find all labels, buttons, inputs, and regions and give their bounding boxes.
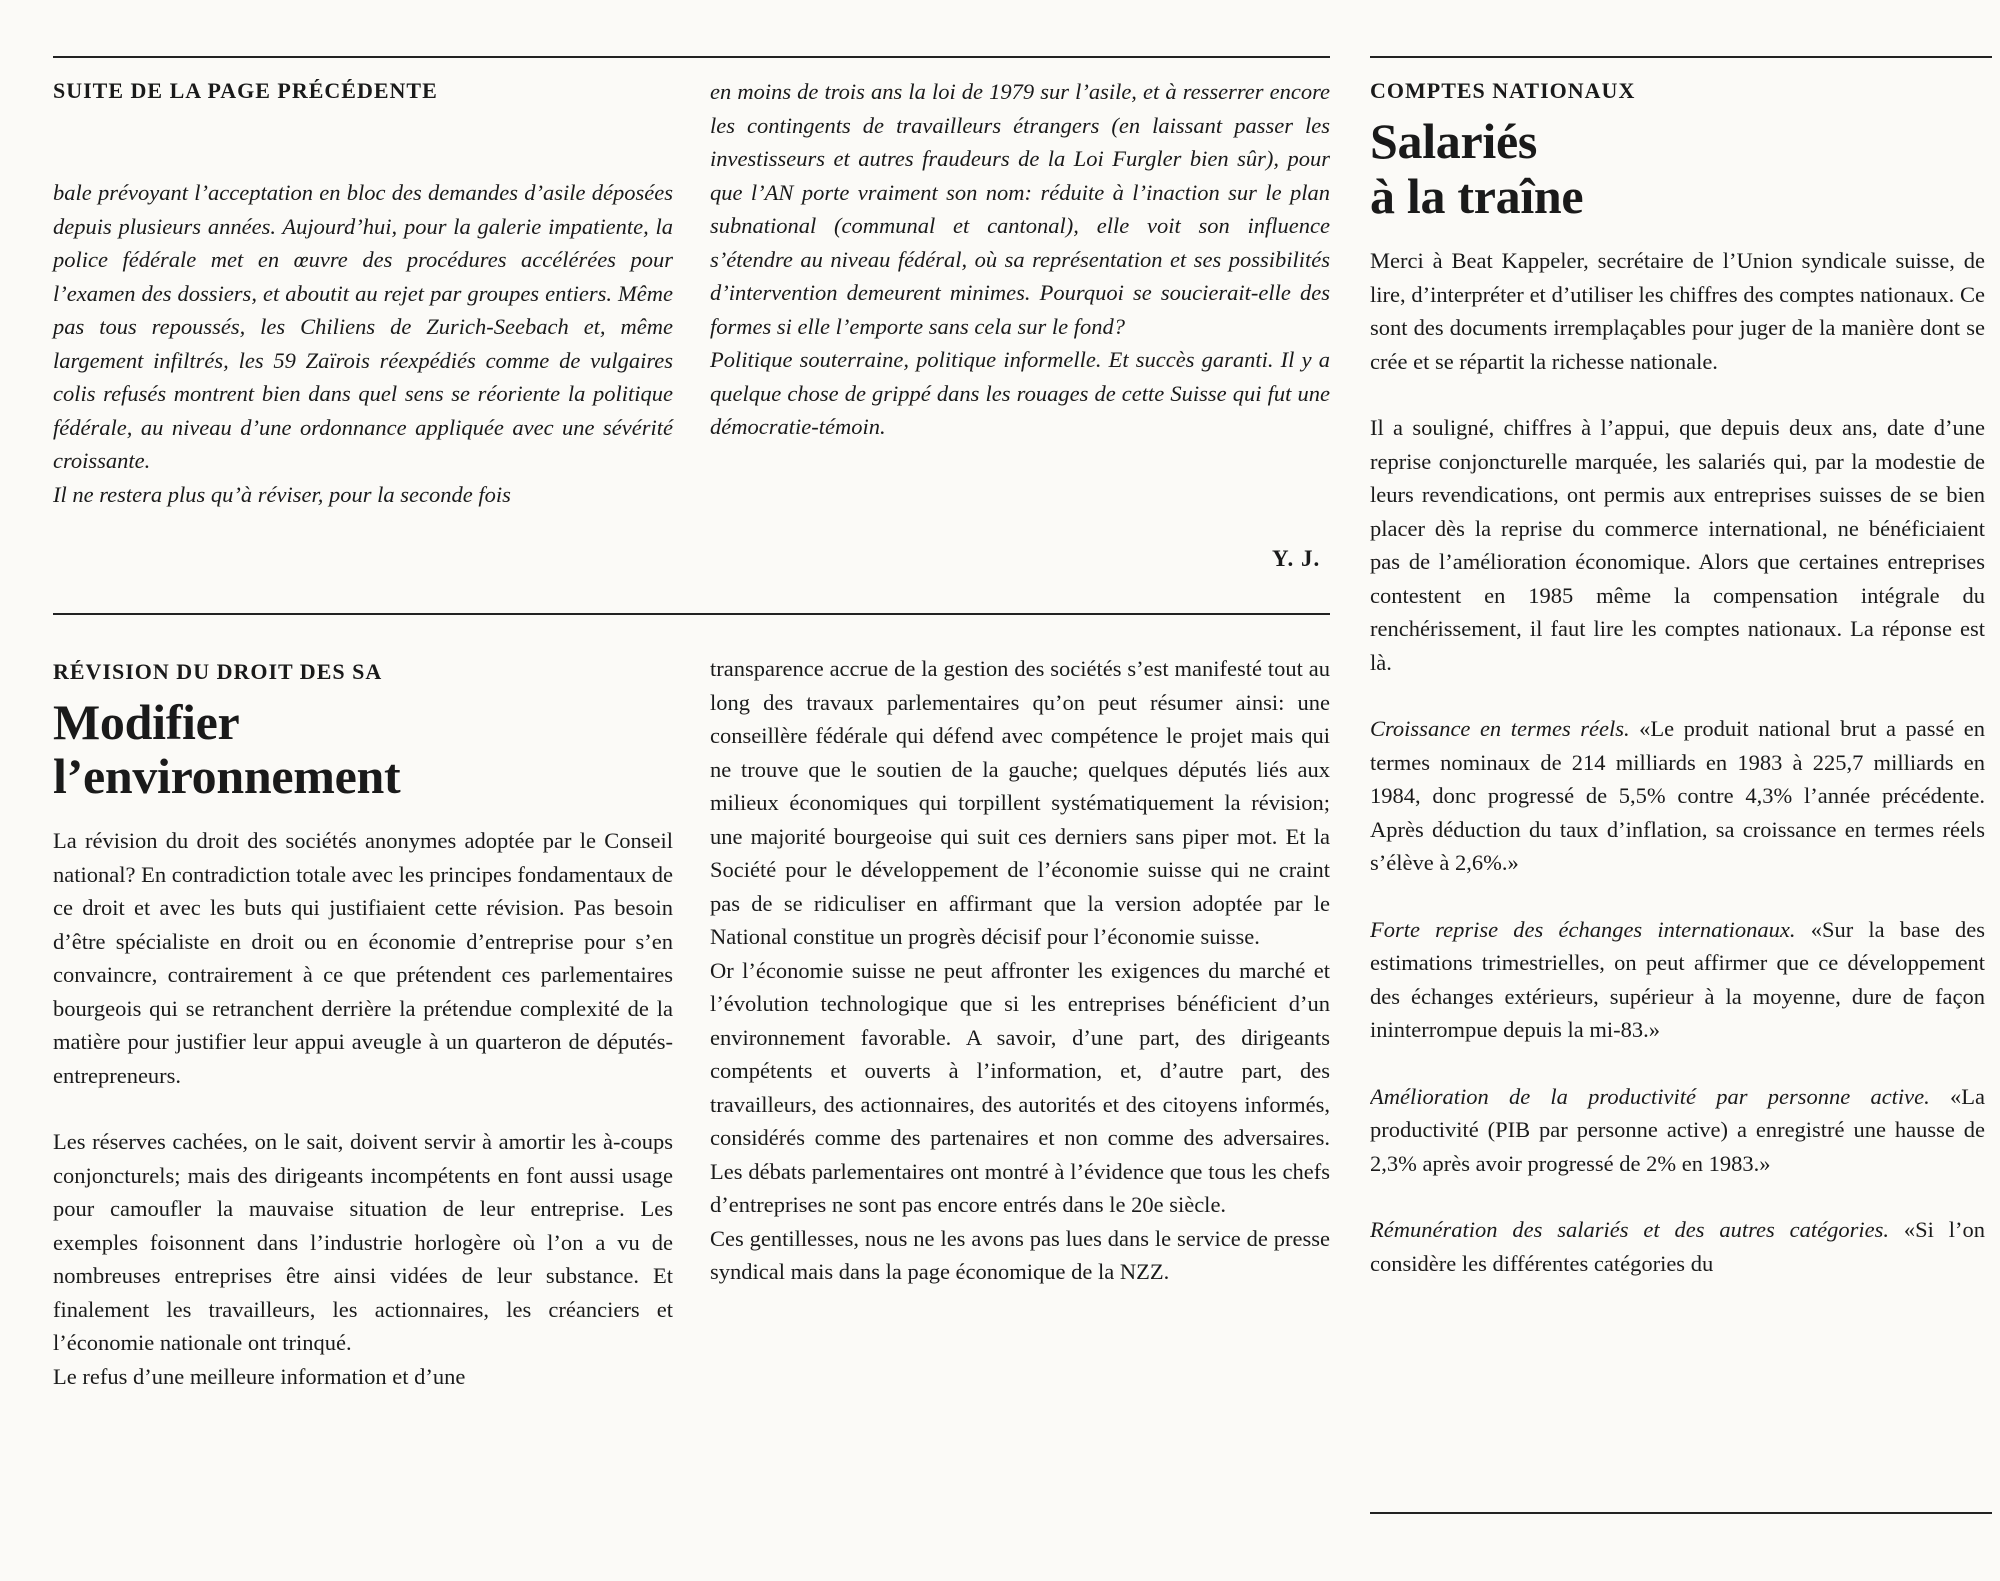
paragraph: en moins de trois ans la loi de 1979 sur l’asile, et à resserrer encore les contingents de travailleurs étrangers (en laissant passer les investisseurs et autres fraudeurs de la Loi Furgler bien sûr), pour que l’AN porte vraiment son nom: réduite à l’inaction sur le plan subnational (communal et cantonal), elle voit son influence s’étendre au niveau fédéral, où sa représentation et ses possibilités d’intervention demeurent minimes. Pourquoi se soucierait-elle des formes si elle l’emporte sans cela sur le fond?	[710, 79, 1330, 339]
section-lead: Croissance en termes réels.	[1370, 716, 1630, 741]
paragraph: transparence accrue de la gestion des sociétés s’est manifesté tout au long des travaux parlementaires qu’on peut résumer ainsi: une conseillère fédérale qui défend avec compétence le projet mais qui ne trouve que le soutien de la gauche; quelques députés liés aux milieux économiques qui torpillent systématiquement la révision; une majorité bourgeoise qui suit ces derniers sans piper mot. Et la Société pour le développement de l’économie suisse qui ne craint pas de se ridiculiser en affirmant que la version adoptée par le National constitue un progrès décisif pour l’économie suisse.	[710, 656, 1330, 949]
paragraph: Le refus d’une meilleure information et d’une	[53, 1363, 466, 1389]
paragraph: Il ne restera plus qu’à réviser, pour la seconde fois	[53, 481, 511, 507]
right-article-title-line-2: à la traîne	[1370, 168, 1584, 224]
section-text: «La productivité (PIB par personne active) a enregistré une hausse de 2,3% après avoir progressé de 2% en 1983.»	[1370, 1083, 1985, 1176]
top-rule-left	[53, 56, 1330, 58]
section-productivite	[1370, 1080, 1985, 1181]
middle-rule	[53, 613, 1330, 615]
bottom-article-column-1	[53, 824, 673, 1393]
bottom-article-column-2	[710, 652, 1330, 1289]
right-article-column	[1370, 244, 1985, 1484]
top-article-column-1	[53, 176, 673, 511]
section-lead: Amélioration de la productivité par personne active.	[1370, 1083, 1930, 1109]
top-article-kicker: SUITE DE LA PAGE PRÉCÉDENTE	[53, 78, 438, 103]
signature: Y. J.	[1272, 546, 1321, 571]
section-text: «Sur la base des estimations trimestrielles, on peut affirmer que ce développement des échanges extérieurs, supérieur à la moyenne, dure de façon ininterrompue depuis la mi-83.»	[1370, 916, 1985, 1042]
right-article-title-line-1: Salariés	[1370, 113, 1538, 169]
top-article-column-2	[710, 75, 1330, 444]
right-article-kicker: COMPTES NATIONAUX	[1370, 78, 1636, 103]
section-lead: Forte reprise des échanges internationaux.	[1370, 916, 1796, 942]
section-text: «Si l’on considère les différentes catégories du	[1370, 1217, 1985, 1276]
section-croissance	[1370, 712, 1985, 880]
bottom-article-title-line-1: Modifier	[53, 694, 240, 750]
top-rule-right	[1370, 56, 1992, 58]
paragraph: La révision du droit des sociétés anonymes adoptée par le Conseil national? En contradiction totale avec les principes fondamentaux de ce droit et avec les buts qui justifiaient cette révision. Pas besoin d’être spécialiste en droit ou en économie d’entreprise pour s’en convaincre, contrairement à ce que prétendent ces parlementaires bourgeois qui se retranchent derrière la prétendue complexité de la matière pour justifier leur appui aveugle à un quarteron de députés-entrepreneurs.	[53, 828, 673, 1088]
section-remuneration	[1370, 1213, 1985, 1280]
section-lead: Rémunération des salariés et des autres catégories.	[1370, 1217, 1889, 1242]
paragraph: Politique souterraine, politique informelle. Et succès garanti. Il y a quelque chose de grippé dans les rouages de cette Suisse qui fut une démocratie-témoin.	[710, 347, 1330, 439]
bottom-rule-right	[1370, 1512, 1992, 1514]
paragraph: Les réserves cachées, on le sait, doivent servir à amortir les à-coups conjoncturels; mais des dirigeants incompétents en font aussi usage pour camoufler la mauvaise situation de leur entreprise. Les exemples foisonnent dans l’industrie horlogère où l’on a vu de nombreuses entreprises être ainsi vidées de leur substance. Et finalement les travailleurs, les actionnaires, les créanciers et l’économie nationale ont trinqué.	[53, 1129, 673, 1355]
bottom-article-kicker: RÉVISION DU DROIT DES SA	[53, 659, 383, 684]
paragraph: Ces gentillesses, nous ne les avons pas lues dans le service de presse syndical mais dans la page économique de la NZZ.	[710, 1225, 1330, 1284]
intro-paragraph: Merci à Beat Kappeler, secrétaire de l’Union syndicale suisse, de lire, d’interpréter et d’utiliser les chiffres des comptes nationaux. Ce sont des documents irremplaçables pour juger de la manière dont se crée et se répartit la richesse nationale.	[1370, 248, 1985, 374]
paragraph: Or l’économie suisse ne peut affronter les exigences du marché et l’évolution technologique que si les entreprises bénéficient d’un environnement favorable. A savoir, d’une part, des dirigeants compétents et ouverts à l’information, et, d’autre part, des travailleurs, des actionnaires, des autorités et des citoyens informés, considérés comme des partenaires et non comme des adversaires. Les débats parlementaires ont montré à l’évidence que tous les chefs d’entreprises ne sont pas encore entrés dans le 20e siècle.	[710, 957, 1330, 1217]
bottom-article-title-line-2: l’environnement	[53, 748, 401, 804]
paragraph: bale prévoyant l’acceptation en bloc des demandes d’asile déposées depuis plusieurs années. Aujourd’hui, pour la galerie impatiente, la police fédérale met en œuvre des procédures accélérées pour l’examen des dossiers, et aboutit au rejet par groupes entiers. Même pas tous repoussés, les Chiliens de Zurich-Seebach et, même largement infiltrés, les 59 Zaïrois réexpédiés comme de vulgaires colis refusés montrent bien dans quel sens se réoriente la politique fédérale, au niveau d’une ordonnance appliquée avec une sévérité croissante.	[53, 180, 673, 473]
section-echanges	[1370, 913, 1985, 1047]
section-text: «Le produit national brut a passé en termes nominaux de 214 milliards en 1983 à 225,7 milliards en 1984, donc progressé de 5,5% contre 4,3% l’année précédente. Après déduction du taux d’inflation, sa croissance en termes réels s’élève à 2,6%.»	[1370, 716, 1985, 875]
paragraph: Il a souligné, chiffres à l’appui, que depuis deux ans, date d’une reprise conjoncturelle marquée, les salariés qui, par la modestie de leurs revendications, ont permis aux entreprises suisses de se bien placer dès la reprise du commerce international, ne bénéficiaient pas de l’amélioration économique. Alors que certaines entreprises contestent en 1985 même la compensation intégrale du renchérissement, il faut lire les comptes nationaux. La réponse est là.	[1370, 415, 1985, 675]
